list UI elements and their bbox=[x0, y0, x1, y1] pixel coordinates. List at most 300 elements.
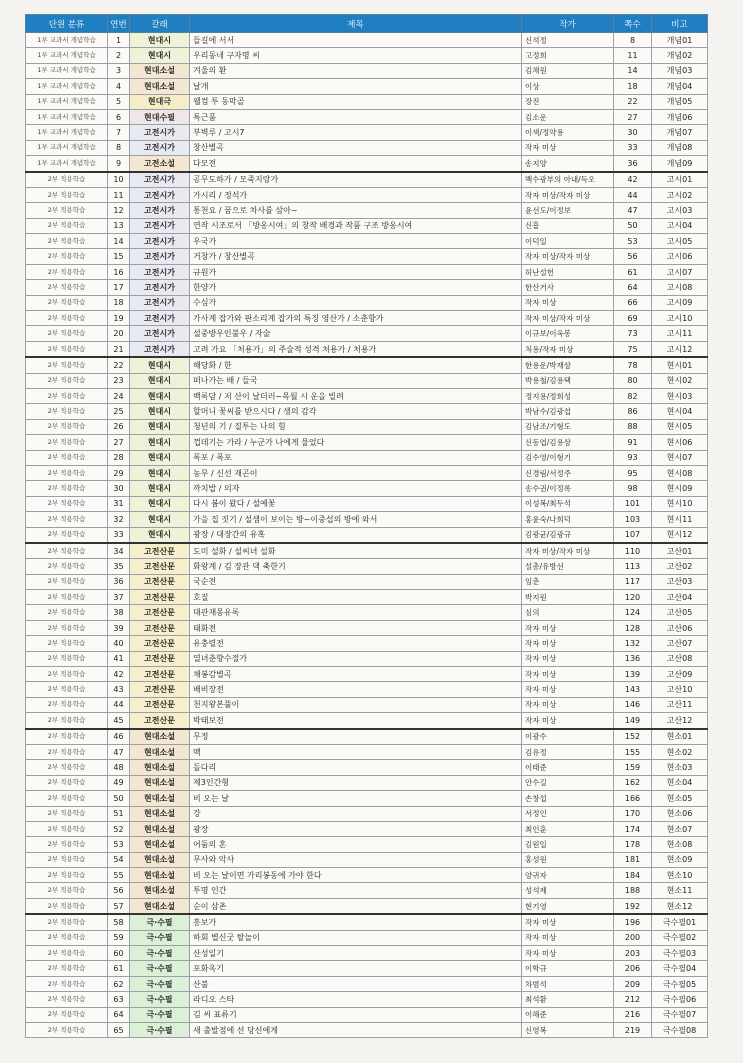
unit-cell: 2부 적용학습 bbox=[26, 543, 108, 559]
unit-cell: 2부 적용학습 bbox=[26, 481, 108, 496]
author-cell: 작자 미상/작자 미상 bbox=[522, 311, 614, 326]
unit-cell: 2부 적용학습 bbox=[26, 311, 108, 326]
genre-cell: 고전산문 bbox=[130, 697, 190, 712]
table-row bbox=[26, 94, 708, 109]
number-cell: 56 bbox=[108, 883, 130, 898]
author-cell: 작자 미상 bbox=[522, 930, 614, 945]
author-cell: 한용운/박재삼 bbox=[522, 357, 614, 373]
genre-cell: 현대소설 bbox=[130, 883, 190, 898]
work-list-table bbox=[25, 14, 708, 1038]
table-row bbox=[26, 543, 708, 559]
author-cell: 설총/유방선 bbox=[522, 559, 614, 574]
author-cell: 작자 미상 bbox=[522, 914, 614, 930]
page-cell: 188 bbox=[614, 883, 652, 898]
table-row bbox=[26, 435, 708, 450]
author-cell: 신석정 bbox=[522, 33, 614, 48]
genre-cell: 고전시가 bbox=[130, 187, 190, 202]
note-cell: 고산07 bbox=[652, 636, 708, 651]
unit-cell: 2부 적용학습 bbox=[26, 636, 108, 651]
number-cell: 59 bbox=[108, 930, 130, 945]
page-cell: 78 bbox=[614, 357, 652, 373]
page-cell: 11 bbox=[614, 48, 652, 63]
unit-cell: 2부 적용학습 bbox=[26, 295, 108, 310]
title-cell: 김 씨 표류기 bbox=[190, 1007, 522, 1022]
genre-cell: 고전산문 bbox=[130, 559, 190, 574]
title-cell: 들길에 서서 bbox=[190, 33, 522, 48]
title-cell: 한양가 bbox=[190, 280, 522, 295]
genre-cell: 현대소설 bbox=[130, 898, 190, 914]
note-cell: 현시08 bbox=[652, 465, 708, 480]
table-row bbox=[26, 574, 708, 589]
page-cell: 206 bbox=[614, 961, 652, 976]
genre-cell: 고전시가 bbox=[130, 172, 190, 188]
author-cell: 심의 bbox=[522, 605, 614, 620]
number-cell: 63 bbox=[108, 992, 130, 1007]
number-cell: 4 bbox=[108, 79, 130, 94]
title-cell: 떠나가는 배 / 들국 bbox=[190, 373, 522, 388]
title-cell: 도미 설화 / 설씨녀 설화 bbox=[190, 543, 522, 559]
number-cell: 49 bbox=[108, 775, 130, 790]
number-cell: 24 bbox=[108, 388, 130, 403]
title-cell: 우리동네 구자명 씨 bbox=[190, 48, 522, 63]
number-cell: 34 bbox=[108, 543, 130, 559]
page-cell: 184 bbox=[614, 868, 652, 883]
note-cell: 고시09 bbox=[652, 295, 708, 310]
header-title: 제목 bbox=[190, 15, 522, 33]
title-cell: 박태보전 bbox=[190, 713, 522, 729]
page-cell: 166 bbox=[614, 791, 652, 806]
table-row bbox=[26, 791, 708, 806]
note-cell: 고산11 bbox=[652, 697, 708, 712]
unit-cell: 2부 적용학습 bbox=[26, 806, 108, 821]
page-cell: 69 bbox=[614, 311, 652, 326]
note-cell: 현소08 bbox=[652, 837, 708, 852]
unit-cell: 2부 적용학습 bbox=[26, 559, 108, 574]
author-cell: 홍윤숙/나희덕 bbox=[522, 512, 614, 527]
title-cell: 웰컴 투 동막골 bbox=[190, 94, 522, 109]
author-cell: 작자 미상 bbox=[522, 667, 614, 682]
note-cell: 현소07 bbox=[652, 821, 708, 836]
author-cell: 최인훈 bbox=[522, 821, 614, 836]
title-cell: 가을 집 짓기 / 설샘이 보이는 방~이중섭의 방에 와서 bbox=[190, 512, 522, 527]
note-cell: 고산02 bbox=[652, 559, 708, 574]
number-cell: 42 bbox=[108, 667, 130, 682]
number-cell: 48 bbox=[108, 760, 130, 775]
number-cell: 57 bbox=[108, 898, 130, 914]
title-cell: 제3인간형 bbox=[190, 775, 522, 790]
author-cell: 신경림/서정주 bbox=[522, 465, 614, 480]
table-row bbox=[26, 512, 708, 527]
genre-cell: 고전시가 bbox=[130, 203, 190, 218]
genre-cell: 현대극 bbox=[130, 94, 190, 109]
number-cell: 29 bbox=[108, 465, 130, 480]
note-cell: 현소05 bbox=[652, 791, 708, 806]
genre-cell: 고전시가 bbox=[130, 234, 190, 249]
note-cell: 현소09 bbox=[652, 852, 708, 867]
genre-cell: 현대소설 bbox=[130, 79, 190, 94]
title-cell: 가사계 잡가와 판소리계 잡가의 특징 영산가 / 소춘향가 bbox=[190, 311, 522, 326]
title-cell: 열녀춘향수절가 bbox=[190, 651, 522, 666]
page-cell: 196 bbox=[614, 914, 652, 930]
genre-cell: 현대소설 bbox=[130, 791, 190, 806]
genre-cell: 현대시 bbox=[130, 465, 190, 480]
number-cell: 37 bbox=[108, 590, 130, 605]
note-cell: 고시06 bbox=[652, 249, 708, 264]
page-cell: 18 bbox=[614, 79, 652, 94]
author-cell: 이태준 bbox=[522, 760, 614, 775]
unit-cell: 2부 적용학습 bbox=[26, 821, 108, 836]
note-cell: 현소03 bbox=[652, 760, 708, 775]
author-cell: 성석제 bbox=[522, 883, 614, 898]
unit-cell: 2부 적용학습 bbox=[26, 280, 108, 295]
genre-cell: 고전산문 bbox=[130, 682, 190, 697]
author-cell: 양귀자 bbox=[522, 868, 614, 883]
table-row bbox=[26, 341, 708, 357]
genre-cell: 고전산문 bbox=[130, 651, 190, 666]
table-row bbox=[26, 775, 708, 790]
author-cell: 김광균/김광규 bbox=[522, 527, 614, 543]
author-cell: 작자 미상/작자 미상 bbox=[522, 187, 614, 202]
note-cell: 고산09 bbox=[652, 667, 708, 682]
title-cell: 국순전 bbox=[190, 574, 522, 589]
table-row bbox=[26, 898, 708, 914]
title-cell: 비 오는 날이면 가리봉동에 가야 한다 bbox=[190, 868, 522, 883]
number-cell: 7 bbox=[108, 125, 130, 140]
page-cell: 216 bbox=[614, 1007, 652, 1022]
table-row bbox=[26, 976, 708, 991]
title-cell: 다시 봄이 왔다 / 설예꽃 bbox=[190, 496, 522, 511]
page-cell: 113 bbox=[614, 559, 652, 574]
note-cell: 현소10 bbox=[652, 868, 708, 883]
number-cell: 31 bbox=[108, 496, 130, 511]
table-row bbox=[26, 109, 708, 124]
table-row bbox=[26, 837, 708, 852]
note-cell: 개념02 bbox=[652, 48, 708, 63]
unit-cell: 1부 교과서 개념학습 bbox=[26, 94, 108, 109]
genre-cell: 극·수필 bbox=[130, 930, 190, 945]
unit-cell: 2부 적용학습 bbox=[26, 465, 108, 480]
author-cell: 처용/작자 미상 bbox=[522, 341, 614, 357]
genre-cell: 현대시 bbox=[130, 388, 190, 403]
title-cell: 청년의 기 / 질투는 나의 힘 bbox=[190, 419, 522, 434]
number-cell: 61 bbox=[108, 961, 130, 976]
table-row bbox=[26, 1007, 708, 1022]
title-cell: 가시리 / 정석가 bbox=[190, 187, 522, 202]
note-cell: 극수필08 bbox=[652, 1023, 708, 1038]
unit-cell: 2부 적용학습 bbox=[26, 218, 108, 233]
author-cell: 작자 미상 bbox=[522, 713, 614, 729]
author-cell: 작자 미상 bbox=[522, 295, 614, 310]
page-cell: 42 bbox=[614, 172, 652, 188]
genre-cell: 고전시가 bbox=[130, 125, 190, 140]
page-cell: 36 bbox=[614, 156, 652, 172]
author-cell: 이광수 bbox=[522, 729, 614, 745]
unit-cell: 2부 적용학습 bbox=[26, 651, 108, 666]
unit-cell: 2부 적용학습 bbox=[26, 512, 108, 527]
genre-cell: 극·수필 bbox=[130, 961, 190, 976]
page-cell: 27 bbox=[614, 109, 652, 124]
table-row bbox=[26, 481, 708, 496]
page-cell: 170 bbox=[614, 806, 652, 821]
unit-cell: 2부 적용학습 bbox=[26, 373, 108, 388]
table-row bbox=[26, 760, 708, 775]
genre-cell: 현대소설 bbox=[130, 837, 190, 852]
note-cell: 개념05 bbox=[652, 94, 708, 109]
number-cell: 10 bbox=[108, 172, 130, 188]
number-cell: 8 bbox=[108, 140, 130, 155]
table-row bbox=[26, 1023, 708, 1038]
author-cell: 현기영 bbox=[522, 898, 614, 914]
author-cell: 신영복 bbox=[522, 1023, 614, 1038]
page-cell: 95 bbox=[614, 465, 652, 480]
number-cell: 2 bbox=[108, 48, 130, 63]
table-row bbox=[26, 203, 708, 218]
title-cell: 날개 bbox=[190, 79, 522, 94]
title-cell: 산불 bbox=[190, 976, 522, 991]
table-row bbox=[26, 218, 708, 233]
page-cell: 181 bbox=[614, 852, 652, 867]
table-row bbox=[26, 125, 708, 140]
title-cell: 무사와 악사 bbox=[190, 852, 522, 867]
page-cell: 146 bbox=[614, 697, 652, 712]
note-cell: 개념09 bbox=[652, 156, 708, 172]
unit-cell: 2부 적용학습 bbox=[26, 264, 108, 279]
page-cell: 14 bbox=[614, 63, 652, 78]
table-row bbox=[26, 404, 708, 419]
unit-cell: 2부 적용학습 bbox=[26, 898, 108, 914]
table-body bbox=[26, 33, 708, 1038]
note-cell: 고산05 bbox=[652, 605, 708, 620]
unit-cell: 2부 적용학습 bbox=[26, 930, 108, 945]
author-cell: 이성복/최두석 bbox=[522, 496, 614, 511]
note-cell: 개념04 bbox=[652, 79, 708, 94]
title-cell: 화왕계 / 김 장관 댁 축한기 bbox=[190, 559, 522, 574]
title-cell: 채봉감별곡 bbox=[190, 667, 522, 682]
unit-cell: 1부 교과서 개념학습 bbox=[26, 140, 108, 155]
number-cell: 64 bbox=[108, 1007, 130, 1022]
number-cell: 46 bbox=[108, 729, 130, 745]
title-cell: 우국가 bbox=[190, 234, 522, 249]
genre-cell: 고전시가 bbox=[130, 140, 190, 155]
genre-cell: 고전산문 bbox=[130, 574, 190, 589]
number-cell: 38 bbox=[108, 605, 130, 620]
title-cell: 돌다리 bbox=[190, 760, 522, 775]
unit-cell: 2부 적용학습 bbox=[26, 837, 108, 852]
author-cell: 차범석 bbox=[522, 976, 614, 991]
note-cell: 현시12 bbox=[652, 527, 708, 543]
number-cell: 40 bbox=[108, 636, 130, 651]
title-cell: 하회 별신굿 탈놀이 bbox=[190, 930, 522, 945]
author-cell: 김채원 bbox=[522, 63, 614, 78]
unit-cell: 2부 적용학습 bbox=[26, 574, 108, 589]
table-row bbox=[26, 667, 708, 682]
genre-cell: 고전시가 bbox=[130, 249, 190, 264]
page-cell: 82 bbox=[614, 388, 652, 403]
table-row bbox=[26, 992, 708, 1007]
number-cell: 5 bbox=[108, 94, 130, 109]
genre-cell: 현대시 bbox=[130, 450, 190, 465]
author-cell: 이색/정약용 bbox=[522, 125, 614, 140]
title-cell: 포화옥기 bbox=[190, 961, 522, 976]
note-cell: 고시02 bbox=[652, 187, 708, 202]
unit-cell: 2부 적용학습 bbox=[26, 760, 108, 775]
author-cell: 송지양 bbox=[522, 156, 614, 172]
table-row bbox=[26, 357, 708, 373]
author-cell: 안수길 bbox=[522, 775, 614, 790]
genre-cell: 고전시가 bbox=[130, 280, 190, 295]
genre-cell: 고전시가 bbox=[130, 264, 190, 279]
title-cell: 유충렬전 bbox=[190, 636, 522, 651]
title-cell: 수심가 bbox=[190, 295, 522, 310]
note-cell: 현시09 bbox=[652, 481, 708, 496]
title-cell: 거창가 / 창산별곡 bbox=[190, 249, 522, 264]
note-cell: 현시01 bbox=[652, 357, 708, 373]
unit-cell: 2부 적용학습 bbox=[26, 357, 108, 373]
table-row bbox=[26, 156, 708, 172]
table-row bbox=[26, 496, 708, 511]
number-cell: 47 bbox=[108, 744, 130, 759]
note-cell: 극수필06 bbox=[652, 992, 708, 1007]
note-cell: 고시12 bbox=[652, 341, 708, 357]
genre-cell: 고전산문 bbox=[130, 713, 190, 729]
page-cell: 128 bbox=[614, 620, 652, 635]
unit-cell: 1부 교과서 개념학습 bbox=[26, 156, 108, 172]
unit-cell: 2부 적용학습 bbox=[26, 590, 108, 605]
unit-cell: 2부 적용학습 bbox=[26, 682, 108, 697]
genre-cell: 현대시 bbox=[130, 512, 190, 527]
unit-cell: 2부 적용학습 bbox=[26, 713, 108, 729]
title-cell: 광장 / 대장간의 유혹 bbox=[190, 527, 522, 543]
genre-cell: 현대소설 bbox=[130, 775, 190, 790]
table-row bbox=[26, 172, 708, 188]
genre-cell: 고전산문 bbox=[130, 667, 190, 682]
author-cell: 신동엽/김용삼 bbox=[522, 435, 614, 450]
note-cell: 개념08 bbox=[652, 140, 708, 155]
title-cell: 천지왕본풀이 bbox=[190, 697, 522, 712]
page-cell: 47 bbox=[614, 203, 652, 218]
title-cell: 설중방우인불우 / 자술 bbox=[190, 326, 522, 341]
unit-cell: 2부 적용학습 bbox=[26, 435, 108, 450]
genre-cell: 현대소설 bbox=[130, 868, 190, 883]
page-cell: 75 bbox=[614, 341, 652, 357]
table-row bbox=[26, 697, 708, 712]
note-cell: 현소02 bbox=[652, 744, 708, 759]
table-row bbox=[26, 636, 708, 651]
table-row bbox=[26, 806, 708, 821]
title-cell: 통천요 / 꿈으로 차사를 삼아~ bbox=[190, 203, 522, 218]
unit-cell: 2부 적용학습 bbox=[26, 852, 108, 867]
author-cell: 작자 미상/작자 미상 bbox=[522, 543, 614, 559]
note-cell: 고산10 bbox=[652, 682, 708, 697]
number-cell: 3 bbox=[108, 63, 130, 78]
page-cell: 219 bbox=[614, 1023, 652, 1038]
unit-cell: 1부 교과서 개념학습 bbox=[26, 109, 108, 124]
author-cell: 작자 미상 bbox=[522, 697, 614, 712]
page-cell: 136 bbox=[614, 651, 652, 666]
unit-cell: 2부 적용학습 bbox=[26, 203, 108, 218]
page-cell: 44 bbox=[614, 187, 652, 202]
number-cell: 6 bbox=[108, 109, 130, 124]
author-cell: 박용철/김용택 bbox=[522, 373, 614, 388]
author-cell: 작자 미상 bbox=[522, 946, 614, 961]
number-cell: 25 bbox=[108, 404, 130, 419]
genre-cell: 현대시 bbox=[130, 435, 190, 450]
unit-cell: 2부 적용학습 bbox=[26, 883, 108, 898]
genre-cell: 고전시가 bbox=[130, 311, 190, 326]
genre-cell: 현대소설 bbox=[130, 806, 190, 821]
genre-cell: 현대시 bbox=[130, 48, 190, 63]
note-cell: 현소11 bbox=[652, 883, 708, 898]
table-row bbox=[26, 234, 708, 249]
genre-cell: 고전시가 bbox=[130, 218, 190, 233]
unit-cell: 2부 적용학습 bbox=[26, 914, 108, 930]
table-row bbox=[26, 264, 708, 279]
author-cell: 임춘 bbox=[522, 574, 614, 589]
title-cell: 고려 가요 「처용가」의 주술적 성격 처용가 / 처용가 bbox=[190, 341, 522, 357]
number-cell: 1 bbox=[108, 33, 130, 48]
genre-cell: 고전시가 bbox=[130, 326, 190, 341]
unit-cell: 2부 적용학습 bbox=[26, 667, 108, 682]
number-cell: 65 bbox=[108, 1023, 130, 1038]
page-cell: 8 bbox=[614, 33, 652, 48]
author-cell: 송수권/이정록 bbox=[522, 481, 614, 496]
author-cell: 백수광부의 아내/득오 bbox=[522, 172, 614, 188]
note-cell: 현시03 bbox=[652, 388, 708, 403]
title-cell: 투명 인간 bbox=[190, 883, 522, 898]
title-cell: 태화전 bbox=[190, 620, 522, 635]
header-row bbox=[26, 15, 708, 33]
note-cell: 고시10 bbox=[652, 311, 708, 326]
table-row bbox=[26, 930, 708, 945]
header-page: 쪽수 bbox=[614, 15, 652, 33]
note-cell: 극수필05 bbox=[652, 976, 708, 991]
author-cell: 김유정 bbox=[522, 744, 614, 759]
genre-cell: 현대시 bbox=[130, 496, 190, 511]
header-genre: 갈래 bbox=[130, 15, 190, 33]
table-row bbox=[26, 744, 708, 759]
number-cell: 19 bbox=[108, 311, 130, 326]
genre-cell: 고전산문 bbox=[130, 590, 190, 605]
note-cell: 현시04 bbox=[652, 404, 708, 419]
number-cell: 22 bbox=[108, 357, 130, 373]
unit-cell: 2부 적용학습 bbox=[26, 496, 108, 511]
unit-cell: 2부 적용학습 bbox=[26, 961, 108, 976]
unit-cell: 2부 적용학습 bbox=[26, 868, 108, 883]
page-cell: 152 bbox=[614, 729, 652, 745]
table-row bbox=[26, 620, 708, 635]
unit-cell: 2부 적용학습 bbox=[26, 620, 108, 635]
author-cell: 이해준 bbox=[522, 1007, 614, 1022]
page-cell: 117 bbox=[614, 574, 652, 589]
note-cell: 현시06 bbox=[652, 435, 708, 450]
number-cell: 16 bbox=[108, 264, 130, 279]
page-cell: 200 bbox=[614, 930, 652, 945]
table-row bbox=[26, 33, 708, 48]
genre-cell: 현대시 bbox=[130, 527, 190, 543]
note-cell: 현시10 bbox=[652, 496, 708, 511]
page-cell: 149 bbox=[614, 713, 652, 729]
unit-cell: 2부 적용학습 bbox=[26, 605, 108, 620]
page-cell: 22 bbox=[614, 94, 652, 109]
genre-cell: 극·수필 bbox=[130, 914, 190, 930]
author-cell: 윤선도/이정보 bbox=[522, 203, 614, 218]
number-cell: 28 bbox=[108, 450, 130, 465]
author-cell: 이규보/이옥봉 bbox=[522, 326, 614, 341]
author-cell: 박지원 bbox=[522, 590, 614, 605]
unit-cell: 2부 적용학습 bbox=[26, 976, 108, 991]
number-cell: 41 bbox=[108, 651, 130, 666]
author-cell: 손창섭 bbox=[522, 791, 614, 806]
